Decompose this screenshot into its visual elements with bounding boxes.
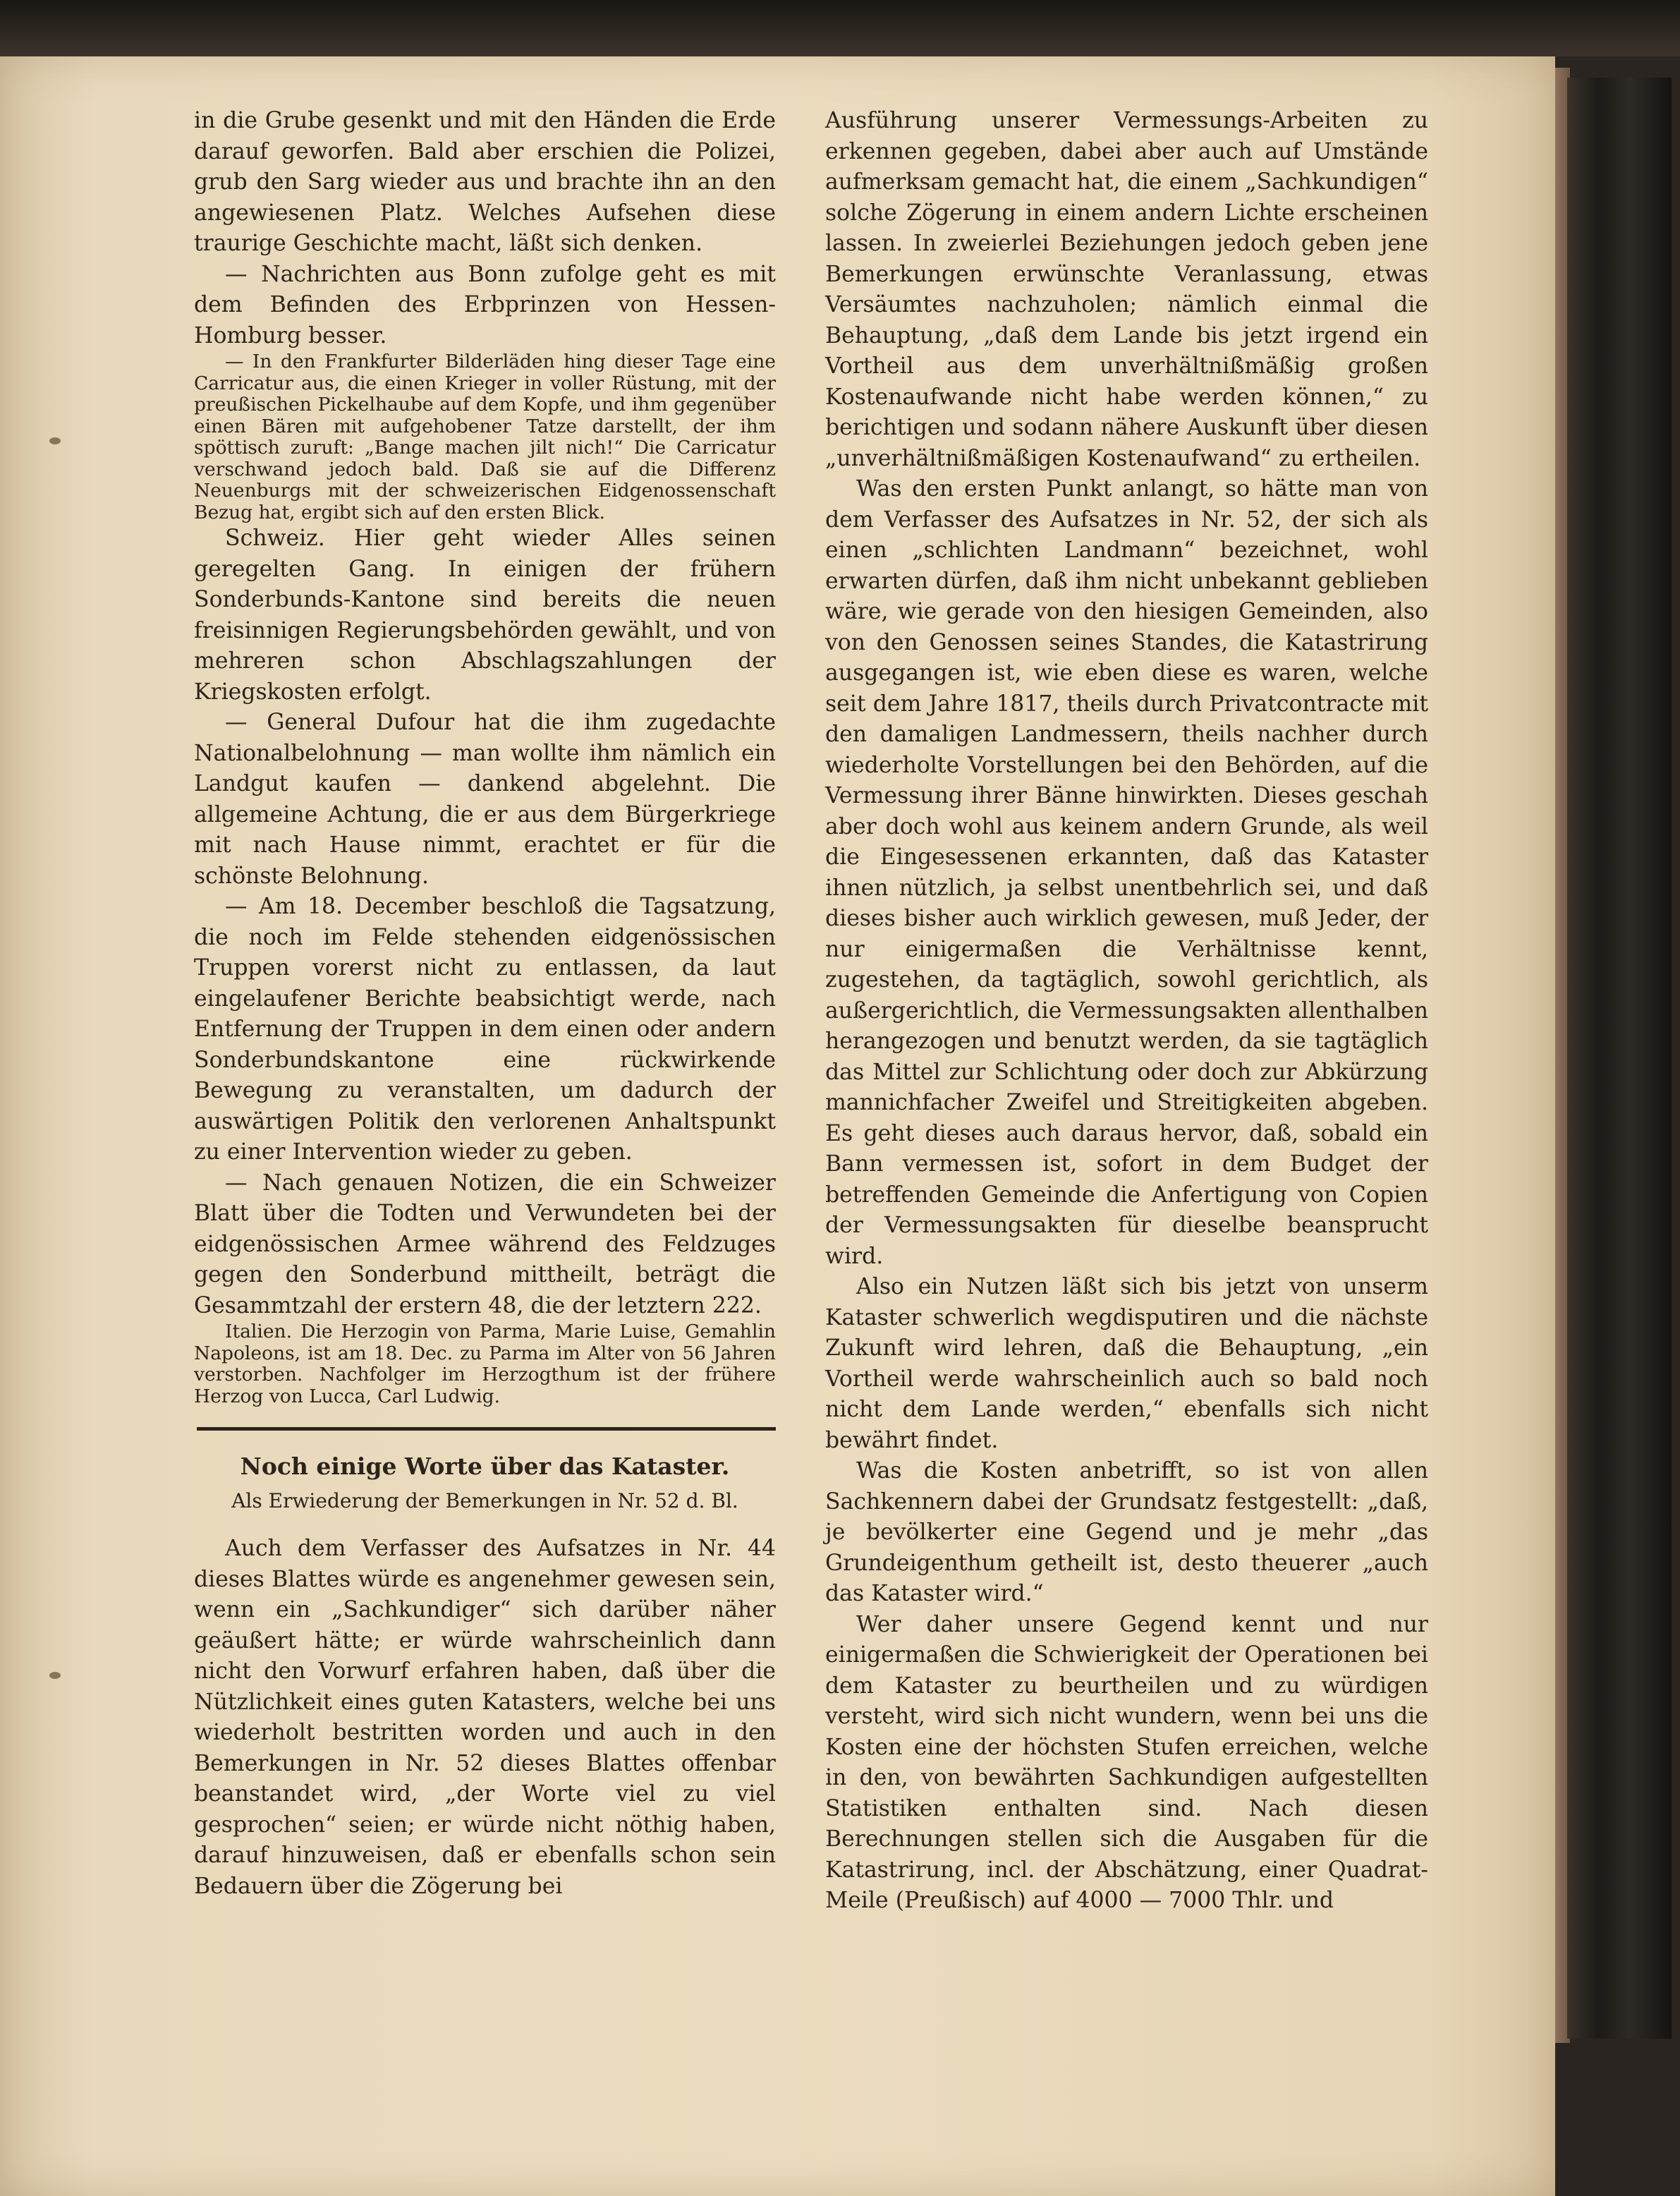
article-paragraph: Wer daher unsere Gegend kennt und nur einigermaßen die Schwierigkeit der Operationen bei dem Kataster zu beurtheilen und zu würdigen versteht, wird sich nicht wundern, wenn bei uns die Kosten eine der höchsten Stufen erreichen, welche in den, von bewährten Sachkundigen aufgestellten Statistiken enthalten sind. Nach diesen Berechnungen stellen sich die Ausgaben für die Katastrirung, incl. der Abschätzung, einer Quadrat-Meile (Preußisch) auf 4000 — 7000 Thlr. und <box>825 1611 1428 1913</box>
binding-hole <box>49 437 61 444</box>
article-paragraph: — Am 18. December beschloß die Tagsatzung, die noch im Felde stehenden eidgenössischen Truppen vorerst nicht zu entlassen, da laut eingelaufener Berichte beabsichtigt werde, nach Entfernung der Truppen in dem einen oder andern Sonderbundskantone eine rückwirkende Bewegung zu veranstalten, um dadurch der auswärtigen Politik den verlorenen Anhaltspunkt zu einer Intervention wieder zu geben. <box>194 894 776 1165</box>
article-paragraph: — Nachrichten aus Bonn zufolge geht es mit dem Befinden des Erbprinzen von Hessen-Homburg besser. <box>194 261 776 348</box>
book-binding <box>1567 78 1672 2039</box>
article-paragraph: — General Dufour hat die ihm zugedachte Nationalbelohnung — man wollte ihm nämlich ein Landgut kaufen — dankend abgelehnt. Die allgemeine Achtung, die er aus dem Bürgerkriege mit nach Hause nimmt, erachtet er für die schönste Belohnung. <box>194 710 776 889</box>
article-paragraph: Also ein Nutzen läßt sich bis jetzt von unserm Kataster schwerlich wegdisputiren und die nächste Zukunft wird lehren, daß die Behauptung, „ein Vortheil werde wahrscheinlich auch so bald noch nicht dem Lande werden,“ ebenfalls sich nicht bewährt findet. <box>825 1274 1428 1453</box>
article-paragraph: — Nach genauen Notizen, die ein Schweizer Blatt über die Todten und Verwundeten bei der eidgenössischen Armee während des Feldzuges gegen den Sonderbund mittheilt, beträgt die Gesammtzahl der erstern 48, die der letztern 222. <box>194 1170 776 1318</box>
article-paragraph: Auch dem Verfasser des Aufsatzes in Nr. 44 dieses Blattes würde es angenehmer gewesen sein, wenn ein „Sachkundiger“ sich darüber näher geäußert hätte; er würde wahrscheinlich dann nicht den Vorwurf erfahren haben, daß über die Nützlichkeit eines guten Katasters, welche bei uns wiederholt bestritten worden und auch in den Bemerkungen in Nr. 52 dieses Blattes offenbar beanstandet wird, „der Worte viel zu viel gesprochen“ seien; er würde nicht nöthig haben, darauf hinzuweisen, daß er ebenfalls schon sein Bedauern über die Zögerung bei <box>194 1536 776 1899</box>
newspaper-page <box>0 56 1555 2196</box>
article-paragraph-small: — In den Frankfurter Bilderläden hing dieser Tage eine Carricatur aus, die einen Krieger in voller Rüstung, mit der preußischen Pickelhaube auf dem Kopfe, und ihm gegenüber einen Bären mit aufgehobener Tatze darstellt, der ihm spöttisch zuruft: „Bange machen jilt nich!“ Die Carricatur verschwand jedoch bald. Daß sie auf die Differenz Neuenburgs mit der schweizerischen Eidgenossenschaft Bezug hat, ergibt sich auf den ersten Blick. <box>194 351 776 523</box>
scan-top-border <box>0 0 1680 56</box>
article-paragraph-small: Italien. Die Herzogin von Parma, Marie Luise, Gemahlin Napoleons, ist am 18. Dec. zu Parma im Alter von 56 Jahren verstorben. Nachfolger im Herzogthum ist der frühere Herzog von Lucca, Carl Ludwig. <box>194 1321 776 1407</box>
article-paragraph: Ausführung unserer Vermessungs-Arbeiten zu erkennen gegeben, dabei aber auch auf Umstände aufmerksam gemacht hat, die einem „Sachkundigen“ solche Zögerung in einem andern Lichte erscheinen lassen. In zweierlei Beziehungen jedoch geben jene Bemerkungen erwünschte Veranlassung, etwas Versäumtes nachzuholen; nämlich einmal die Behauptung, „daß dem Lande bis jetzt irgend ein Vortheil aus dem unverhältnißmäßig großen Kostenaufwande nicht habe werden können,“ zu berichtigen und sodann nähere Auskunft über diesen „unverhältnißmäßigen Kostenaufwand“ zu ertheilen. <box>825 108 1428 471</box>
left-column <box>194 106 776 1902</box>
right-column <box>825 106 1428 1917</box>
article-paragraph: in die Grube gesenkt und mit den Händen die Erde darauf geworfen. Bald aber erschien die Polizei, grub den Sarg wieder aus und brachte ihn an den angewiesenen Platz. Welches Aufsehen diese traurige Geschichte macht, läßt sich denken. <box>194 108 776 256</box>
section-divider <box>197 1427 776 1431</box>
article-paragraph: Was die Kosten anbetrifft, so ist von allen Sachkennern dabei der Grundsatz festgestellt: „daß, je bevölkerter eine Gegend und je mehr „das Grundeigenthum getheilt ist, desto theuerer „auch das Kataster wird.“ <box>825 1458 1428 1606</box>
binding-hole <box>49 1672 61 1679</box>
article-paragraph: Schweiz. Hier geht wieder Alles seinen geregelten Gang. In einigen der frühern Sonderbunds-Kantone sind bereits die neuen freisinnigen Regierungsbehörden gewählt, und von mehreren schon Abschlagszahlungen der Kriegskosten erfolgt. <box>194 526 776 705</box>
article-subheading: Als Erwiederung der Bemerkungen in Nr. 52 d. Bl. <box>231 1489 738 1512</box>
article-heading: Noch einige Worte über das Kataster. <box>240 1452 730 1480</box>
article-paragraph: Was den ersten Punkt anlangt, so hätte man von dem Verfasser des Aufsatzes in Nr. 52, der sich als einen „schlichten Landmann“ bezeichnet, wohl erwarten dürfen, daß ihm nicht unbekannt geblieben wäre, wie gerade von den hiesigen Gemeinden, also von den Genossen seines Standes, die Katastrirung ausgegangen ist, wie eben diese es waren, welche seit dem Jahre 1817, theils durch Privatcontracte mit den damaligen Landmessern, theils nachher durch wiederholte Vorstellungen bei den Behörden, auf die Vermessung ihrer Bänne hinwirkten. Dieses geschah aber doch wohl aus keinem andern Grunde, als weil die Eingesessenen erkannten, daß das Kataster ihnen nützlich, ja selbst unentbehrlich sei, und daß dieses bisher auch wirklich gewesen, muß Jeder, der nur einigermaßen die Verhältnisse kennt, zugestehen, da tagtäglich, sowohl gerichtlich, als außergerichtlich, die Vermessungsakten allenthalben herangezogen und benutzt werden, da sie tagtäglich das Mittel zur Schlichtung oder doch zur Abkürzung mannichfacher Zweifel und Streitigkeiten abgeben. Es geht dieses auch daraus hervor, daß, sobald ein Bann vermessen ist, sofort in dem Budget der betreffenden Gemeinde die Anfertigung von Copien der Vermessungsakten für dieselbe beansprucht wird. <box>825 476 1428 1269</box>
